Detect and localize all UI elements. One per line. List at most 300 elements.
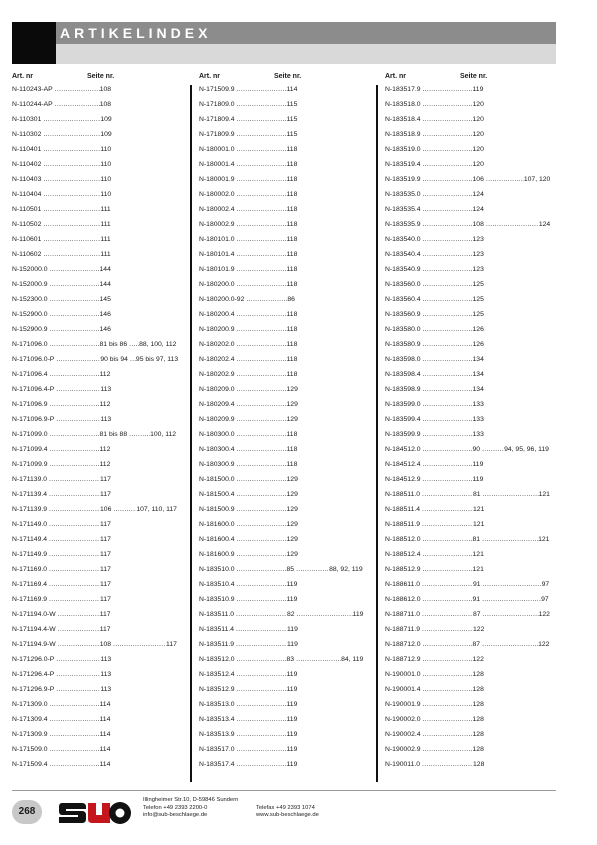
leader-dots: [296, 562, 329, 577]
article-number: N-110243-AP: [12, 86, 53, 93]
page-reference: 128: [472, 686, 484, 693]
leader-dots: [237, 337, 287, 352]
leader-dots: [43, 232, 100, 247]
page-reference: 117: [100, 536, 111, 543]
index-column-1: [12, 72, 178, 772]
page-reference: 85: [286, 566, 295, 573]
article-number: N-180209.0: [199, 386, 235, 393]
column-header: [385, 72, 550, 82]
article-number: N-171296.0-P: [12, 656, 55, 663]
page-reference: 125: [472, 296, 484, 303]
leader-dots: [423, 697, 473, 712]
article-number: N-171096.9: [12, 401, 48, 408]
leader-dots: [237, 367, 287, 382]
page-reference: 118: [286, 446, 298, 453]
article-number: N-183517.9: [385, 86, 421, 93]
article-number: N-180200.0: [199, 281, 235, 288]
index-row: [199, 337, 363, 352]
index-row: [12, 247, 178, 262]
index-row: [12, 382, 178, 397]
article-number: N-184512.0: [385, 446, 421, 453]
leader-dots: [423, 232, 473, 247]
page-reference: 113: [100, 386, 112, 393]
index-row: [199, 127, 363, 142]
index-row: [199, 232, 363, 247]
leader-dots: [129, 427, 150, 442]
leader-dots: [55, 82, 100, 97]
leader-dots: [423, 262, 473, 277]
article-number: N-183517.4: [199, 761, 235, 768]
page-reference: 120: [472, 116, 484, 123]
article-number: N-152000.0: [12, 266, 48, 273]
page-reference: 109: [100, 116, 112, 123]
page-title: ARTIKELINDEX: [60, 25, 212, 41]
leader-dots: [486, 172, 524, 187]
article-number: N-188712.0: [385, 641, 421, 648]
article-number: N-183512.9: [199, 686, 235, 693]
index-column-2: [199, 72, 363, 772]
leader-dots: [50, 697, 100, 712]
leader-dots: [423, 307, 473, 322]
leader-dots: [237, 577, 287, 592]
page-reference: 111: [100, 251, 111, 258]
leader-dots: [423, 82, 473, 97]
page-reference: 115: [286, 131, 298, 138]
index-row: [12, 472, 178, 487]
page-reference-extra: 88, 100, 112: [139, 341, 177, 348]
article-number: N-171149.0: [12, 521, 48, 528]
index-row: [199, 322, 363, 337]
page-reference: 82: [287, 611, 295, 618]
article-number: N-180101.4: [199, 251, 235, 258]
page-reference: 118: [286, 326, 298, 333]
article-number: N-180001.9: [199, 176, 235, 183]
article-number: N-171099.4: [12, 446, 48, 453]
index-row: [12, 712, 178, 727]
page-reference: 117: [100, 491, 111, 498]
page-reference-extra: 95 bis 97, 113: [135, 356, 179, 363]
index-row: [199, 547, 363, 562]
index-row: [199, 277, 363, 292]
index-row: [12, 82, 178, 97]
leader-dots: [50, 727, 100, 742]
article-number-header: Art. nr: [385, 73, 406, 80]
page-reference: 134: [472, 386, 484, 393]
article-number: N-190001.0: [385, 671, 421, 678]
page-reference: 114: [99, 761, 111, 768]
leader-dots: [423, 157, 473, 172]
address-line: Illingheimer Str.10, D-59846 Sundern: [143, 797, 239, 803]
leader-dots: [56, 382, 100, 397]
leader-dots: [423, 217, 473, 232]
index-row: [385, 127, 550, 142]
leader-dots: [423, 532, 473, 547]
index-row: [199, 172, 363, 187]
leader-dots: [237, 157, 287, 172]
index-row: [12, 367, 178, 382]
leader-dots: [237, 142, 287, 157]
leader-dots: [58, 607, 100, 622]
article-number: N-183535.4: [385, 206, 421, 213]
index-row: [385, 457, 550, 472]
page-reference: 108: [99, 641, 112, 648]
article-number: N-183519.9: [385, 176, 421, 183]
index-row: [385, 562, 550, 577]
article-number: N-184512.9: [385, 476, 421, 483]
leader-dots: [423, 442, 473, 457]
leader-dots: [50, 307, 100, 322]
page-reference: 129: [286, 521, 298, 528]
article-number: N-110244-AP: [12, 101, 53, 108]
article-number: N-171099.9: [12, 461, 48, 468]
page-reference-extra: 117: [166, 641, 177, 648]
leader-dots: [236, 637, 287, 652]
index-row: [199, 442, 363, 457]
page-reference: 118: [286, 176, 298, 183]
page-reference-extra: 119: [352, 611, 364, 618]
page-reference: 118: [286, 341, 298, 348]
index-row: [12, 217, 178, 232]
page-reference: 118: [286, 431, 298, 438]
article-number: N-180202.0: [199, 341, 235, 348]
article-number: N-183513.0: [199, 701, 235, 708]
leader-dots: [49, 472, 100, 487]
address-block: [143, 797, 238, 820]
page-reference: 119: [472, 86, 484, 93]
index-rows: [199, 82, 363, 772]
leader-dots: [423, 292, 473, 307]
article-number: N-183599.9: [385, 431, 421, 438]
page-reference: 106: [472, 176, 484, 183]
article-number: N-171139.9: [12, 506, 48, 513]
leader-dots: [50, 742, 100, 757]
index-row: [385, 442, 550, 457]
article-number: N-110502: [12, 221, 42, 228]
leader-dots: [237, 202, 287, 217]
article-number: N-183535.0: [385, 191, 421, 198]
article-number: N-152900.9: [12, 326, 48, 333]
article-number: N-110302: [12, 131, 42, 138]
article-number: N-183540.4: [385, 251, 421, 258]
index-row: [199, 352, 363, 367]
leader-dots: [49, 517, 100, 532]
leader-dots: [237, 472, 287, 487]
article-number: N-171096.4: [12, 371, 48, 378]
index-row: [385, 472, 550, 487]
leader-dots: [483, 487, 539, 502]
index-row: [12, 112, 178, 127]
website-link[interactable]: www.sub-beschlaege.de: [256, 812, 319, 818]
index-row: [12, 562, 178, 577]
leader-dots: [237, 397, 287, 412]
index-row: [12, 127, 178, 142]
page-reference: 91: [472, 596, 481, 603]
phone-number: Telefon +49 2393 2200-0: [143, 804, 208, 811]
index-row: [12, 352, 178, 367]
page-reference: 129: [286, 491, 298, 498]
page-reference: 90 bis 94: [100, 356, 128, 363]
leader-dots: [55, 97, 100, 112]
leader-dots: [423, 142, 473, 157]
index-row: [199, 262, 363, 277]
index-row: [385, 322, 550, 337]
article-number: N-171194.9-W: [12, 641, 56, 648]
article-number: N-188711.0: [385, 611, 421, 618]
index-row: [385, 712, 550, 727]
index-row: [12, 187, 178, 202]
article-number: N-183518.4: [385, 116, 421, 123]
article-number: N-188511.4: [385, 506, 421, 513]
leader-dots: [237, 112, 287, 127]
page-reference: 134: [472, 371, 484, 378]
article-number: N-171096.4-P: [12, 386, 55, 393]
index-row: [199, 247, 363, 262]
leader-dots: [50, 367, 100, 382]
leader-dots: [237, 322, 287, 337]
page-reference: 111: [100, 236, 111, 243]
index-row: [385, 262, 550, 277]
page-reference: 117: [100, 521, 111, 528]
page-reference: 114: [99, 746, 111, 753]
leader-dots: [237, 592, 287, 607]
page-reference: 83: [286, 656, 295, 663]
leader-dots: [423, 337, 473, 352]
article-number: N-171169.4: [12, 581, 48, 588]
leader-dots: [423, 652, 473, 667]
index-row: [199, 457, 363, 472]
article-number: N-152900.0: [12, 311, 48, 318]
column-divider: [190, 85, 192, 782]
leader-dots: [422, 487, 473, 502]
leader-dots: [423, 112, 473, 127]
index-row: [385, 202, 550, 217]
page-reference-extra: 107, 110, 117: [136, 506, 177, 513]
leader-dots: [236, 607, 287, 622]
page-reference: 118: [286, 236, 298, 243]
index-row: [12, 262, 178, 277]
article-number: N-152300.0: [12, 296, 48, 303]
page-reference: 113: [100, 656, 112, 663]
article-number: N-183518.9: [385, 131, 421, 138]
article-number: N-183519.4: [385, 161, 421, 168]
leader-dots: [482, 532, 538, 547]
index-row: [385, 682, 550, 697]
leader-dots: [237, 682, 287, 697]
leader-dots: [43, 127, 100, 142]
index-row: [12, 172, 178, 187]
header-title-bar: [56, 22, 556, 44]
article-number: N-183510.4: [199, 581, 235, 588]
page-reference: 122: [473, 626, 485, 633]
leader-dots: [58, 622, 100, 637]
leader-dots: [50, 292, 100, 307]
leader-dots: [237, 667, 287, 682]
leader-dots: [56, 682, 100, 697]
page-reference: 126: [472, 326, 484, 333]
article-number: N-110501: [12, 206, 42, 213]
leader-dots: [237, 427, 287, 442]
index-row: [385, 367, 550, 382]
page-reference: 117: [100, 596, 111, 603]
page-reference: 114: [99, 731, 111, 738]
leader-dots: [423, 247, 473, 262]
index-row: [199, 292, 363, 307]
index-row: [199, 607, 363, 622]
page-reference: 125: [472, 281, 484, 288]
index-row: [199, 592, 363, 607]
page-reference: 129: [286, 536, 298, 543]
index-row: [199, 637, 363, 652]
leader-dots: [423, 712, 473, 727]
leader-dots: [297, 607, 353, 622]
index-row: [385, 517, 550, 532]
page-reference: 118: [286, 146, 298, 153]
page-reference-extra: 94, 95, 96, 119: [504, 446, 549, 453]
index-row: [385, 247, 550, 262]
index-row: [12, 292, 178, 307]
index-rows: [385, 82, 550, 772]
article-number: N-171296.4-P: [12, 671, 55, 678]
article-number: N-171309.0: [12, 701, 48, 708]
article-number: N-171169.9: [12, 596, 48, 603]
article-number: N-152000.9: [12, 281, 48, 288]
index-row: [12, 442, 178, 457]
leader-dots: [237, 697, 287, 712]
leader-dots: [423, 457, 473, 472]
leader-dots: [56, 412, 100, 427]
page-reference: 144: [99, 266, 111, 273]
page-reference: 118: [286, 251, 298, 258]
page-reference: 129: [286, 476, 298, 483]
index-row: [385, 547, 550, 562]
index-row: [385, 82, 550, 97]
page-reference: 111: [100, 221, 111, 228]
leader-dots: [56, 667, 100, 682]
logo-u: [88, 803, 110, 823]
email-link[interactable]: info@sub-beschlaege.de: [143, 812, 208, 818]
article-number: N-180002.0: [199, 191, 235, 198]
leader-dots: [423, 592, 473, 607]
page-reference: 110: [100, 191, 112, 198]
page-reference-extra: 122: [538, 641, 550, 648]
page-reference: 113: [100, 416, 112, 423]
page-reference: 128: [472, 716, 484, 723]
page-reference: 120: [472, 131, 484, 138]
leader-dots: [483, 577, 542, 592]
leader-dots: [237, 217, 287, 232]
page-number-header: Seite nr.: [87, 73, 115, 80]
article-number: N-171139.0: [12, 476, 48, 483]
index-row: [199, 82, 363, 97]
page-reference-extra: 121: [538, 536, 550, 543]
article-number: N-183510.9: [199, 596, 235, 603]
index-row: [199, 727, 363, 742]
article-number: N-183598.9: [385, 386, 421, 393]
page-reference: 118: [286, 461, 298, 468]
page-reference: 146: [99, 311, 111, 318]
article-number: N-190002.9: [385, 746, 421, 753]
article-number: N-180300.9: [199, 461, 235, 468]
article-number: N-171149.9: [12, 551, 48, 558]
index-row: [199, 427, 363, 442]
page-reference: 117: [99, 611, 111, 618]
page-reference: 110: [100, 146, 112, 153]
index-row: [12, 202, 178, 217]
page-reference: 117: [100, 566, 111, 573]
page-reference: 119: [286, 701, 298, 708]
index-row: [12, 412, 178, 427]
leader-dots: [237, 277, 287, 292]
index-row: [12, 622, 178, 637]
page-reference-extra: 84, 119: [341, 656, 364, 663]
page-reference: 133: [472, 416, 484, 423]
index-row: [385, 652, 550, 667]
page-number-header: Seite nr.: [460, 73, 488, 80]
index-row: [12, 592, 178, 607]
leader-dots: [423, 727, 473, 742]
index-row: [199, 712, 363, 727]
page-reference: 129: [286, 386, 298, 393]
index-row: [385, 502, 550, 517]
index-row: [385, 217, 550, 232]
article-number: N-171096.0-P: [12, 356, 55, 363]
page-reference: 146: [99, 326, 111, 333]
index-row: [12, 502, 178, 517]
article-number: N-183518.0: [385, 101, 421, 108]
index-row: [12, 517, 178, 532]
leader-dots: [423, 202, 473, 217]
index-row: [12, 757, 178, 772]
index-row: [385, 337, 550, 352]
index-row: [199, 97, 363, 112]
leader-dots: [50, 337, 100, 352]
column-divider: [376, 85, 378, 782]
page-reference: 112: [99, 401, 111, 408]
page-reference-extra: 107, 120: [523, 176, 551, 183]
leader-dots: [237, 442, 287, 457]
leader-dots: [50, 277, 100, 292]
page-reference: 118: [286, 281, 298, 288]
page-reference: 121: [472, 551, 484, 558]
index-row: [385, 607, 550, 622]
article-number: N-188712.9: [385, 656, 421, 663]
article-number: N-180200.9: [199, 326, 235, 333]
index-row: [199, 367, 363, 382]
leader-dots: [483, 607, 539, 622]
leader-dots: [246, 292, 287, 307]
index-row: [199, 397, 363, 412]
index-row: [199, 382, 363, 397]
article-number: N-180200.4: [199, 311, 235, 318]
article-number: N-183560.9: [385, 311, 421, 318]
leader-dots: [423, 397, 473, 412]
leader-dots: [482, 592, 541, 607]
leader-dots: [56, 352, 100, 367]
logo-s: [59, 803, 86, 823]
index-row: [385, 142, 550, 157]
leader-dots: [43, 112, 100, 127]
leader-dots: [482, 442, 504, 457]
page-reference: 118: [286, 266, 298, 273]
index-row: [12, 157, 178, 172]
index-row: [385, 352, 550, 367]
page-reference: 119: [286, 671, 298, 678]
page-reference: 81 bis 86: [99, 341, 128, 348]
index-row: [199, 142, 363, 157]
article-number: N-180200.0-92: [199, 296, 245, 303]
index-row: [385, 487, 550, 502]
page-reference-extra: 97: [541, 581, 550, 588]
